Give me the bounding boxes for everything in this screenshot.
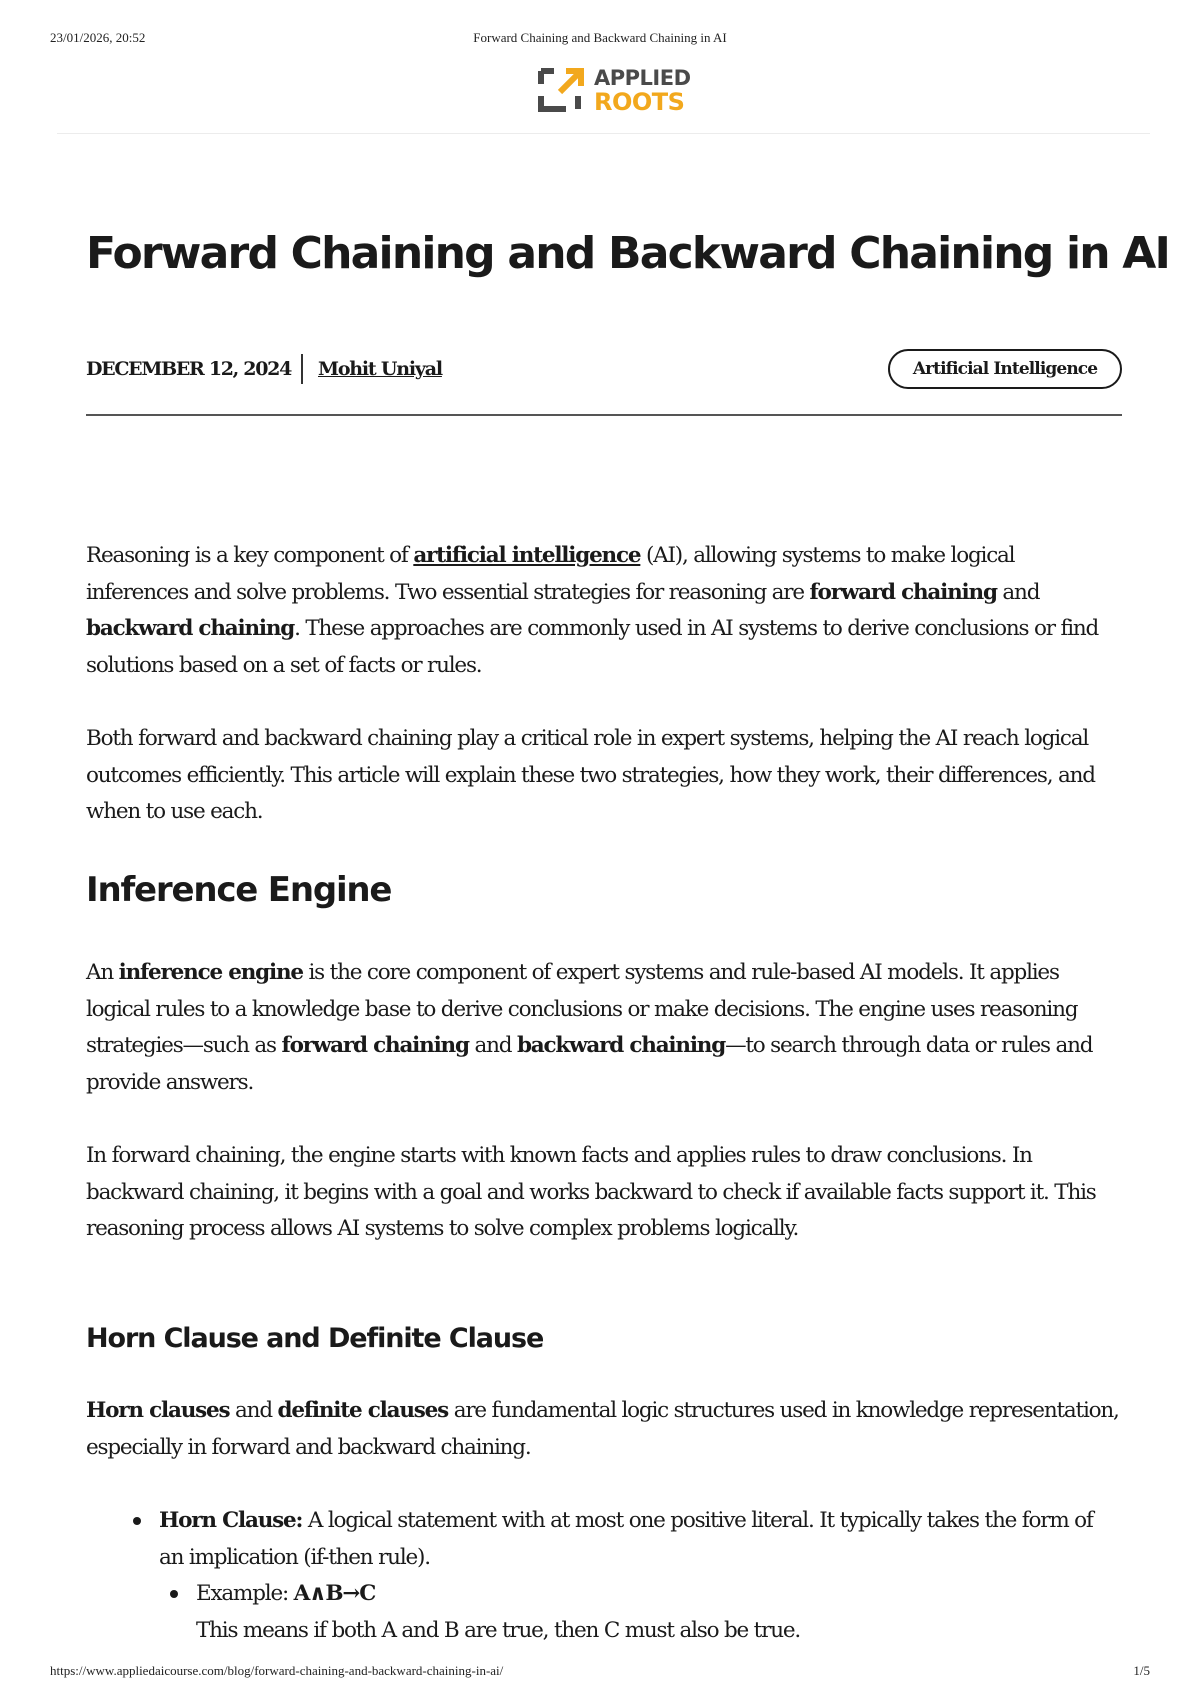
inference-engine-paragraph [86,955,1122,1101]
bold-term: definite clauses [277,1398,449,1423]
text-run: —to search through data or rules and provide answers. [86,1033,1093,1095]
author-link[interactable]: Mohit Uniyal [318,358,442,380]
overview-paragraph: Both forward and backward chaining play a critical role in expert systems, helping the AI reach logical outcomes efficiently. This article will explain these two strategies, how they work, their differences, and when to use each. [86,726,1095,824]
text-run: This means if both A and B are true, then C must also be true. [196,1617,801,1643]
list-item-example [196,1576,1116,1649]
example-formula: A∧B→C [293,1581,376,1606]
logo-word-roots: ROOTS [594,88,685,116]
horn-clause-paragraph [86,1393,1122,1466]
text-run: A logical statement with at most one positive literal. It typically takes the form of an implication (if-then rule). [159,1508,1093,1570]
section-heading-inference-engine: Inference Engine [86,870,392,910]
text-run: and [229,1398,278,1423]
bold-term: forward chaining [281,1033,469,1058]
category-tag[interactable]: Artificial Intelligence [888,349,1122,389]
text-run: and [468,1033,517,1058]
artificial-intelligence-link[interactable]: artificial intelligence [413,543,641,568]
text-run: Reasoning is a key component of [86,543,414,568]
text-run: (AI), allowing systems to make logical inferences and solve problems. Two essential strategies for reasoning are [86,543,1015,605]
bold-term: Horn Clause: [159,1508,303,1533]
page-number: 1/5 [1133,1663,1150,1678]
bold-term: inference engine [118,960,303,985]
print-timestamp: 23/01/2026, 20:52 [50,30,146,45]
bullet-icon [170,1590,178,1598]
meta-separator [301,354,303,384]
bold-term: Horn clauses [86,1398,230,1423]
article-title: Forward Chaining and Backward Chaining in AI [86,228,1170,279]
logo-word-applied: APPLIED [594,66,691,90]
bold-term: forward chaining [809,579,997,605]
intro-paragraph [86,538,1122,684]
publish-date: DECEMBER 12, 2024 [86,358,291,380]
text-run: An [86,960,119,985]
bullet-icon [133,1517,141,1525]
list-item-horn-clause [159,1503,1122,1576]
chaining-paragraph: In forward chaining, the engine starts with known facts and applies rules to draw conclusions. In backward chaining, it begins with a goal and works backward to check if available facts support it. This reasoning process allows AI systems to solve complex problems logically. [86,1143,1096,1241]
meta-divider [86,414,1122,416]
logo-mark-icon [538,68,584,112]
header-divider [57,133,1150,134]
text-run: are fundamental logic structures used in knowledge representation, especially in forward and backward chaining. [86,1398,1119,1460]
text-run: and [996,579,1040,605]
page-url: https://www.appliedaicourse.com/blog/forward-chaining-and-backward-chaining-in-ai/ [50,1663,504,1678]
applied-roots-logo[interactable] [538,66,708,118]
bold-term: backward chaining [516,1033,726,1058]
subsection-heading-horn-clause: Horn Clause and Definite Clause [86,1323,544,1354]
text-run: . These approaches are commonly used in AI systems to derive conclusions or find solutions based on a set of facts or rules. [86,616,1099,678]
article-meta [86,354,1122,394]
text-run: is the core component of expert systems and rule-based AI models. It applies logical rules to a knowledge base to derive conclusions or make decisions. The engine uses reasoning strategies—such as [86,960,1078,1058]
print-doc-title: Forward Chaining and Backward Chaining in AI [473,30,727,45]
text-run: Example: [196,1581,294,1606]
bold-term: backward chaining [86,616,295,641]
